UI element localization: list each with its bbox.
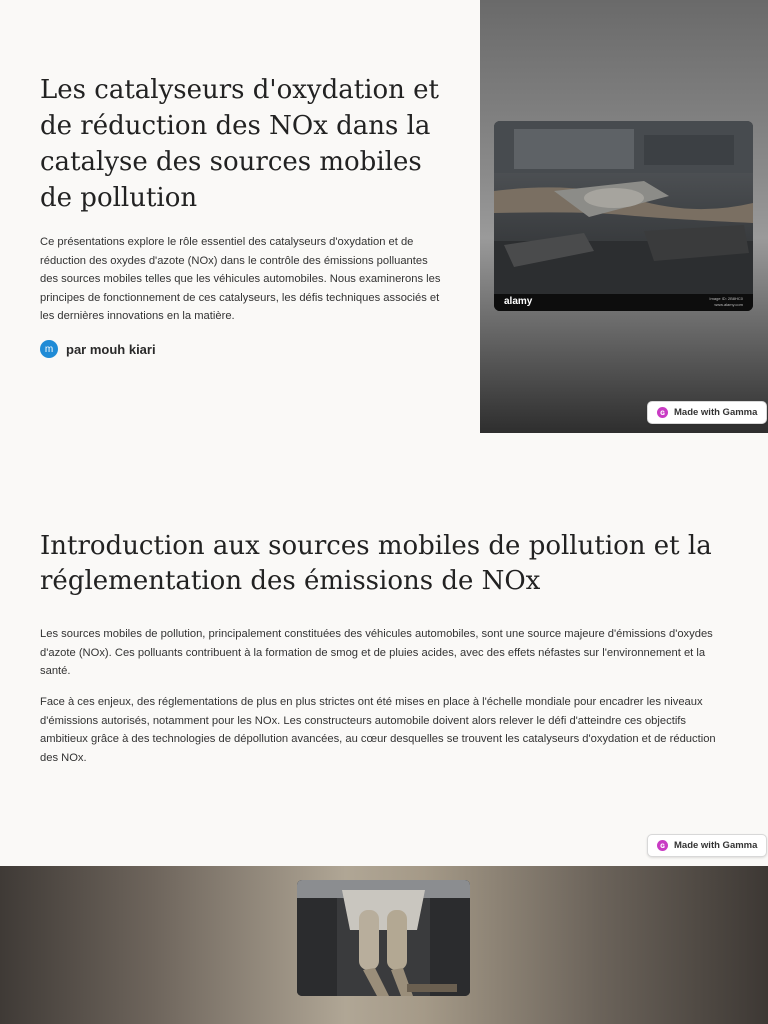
made-with-gamma-badge[interactable] xyxy=(647,834,767,857)
avatar: m xyxy=(40,340,58,358)
intro-paragraph-2: Face à ces enjeux, des réglementations de plus en plus strictes ont été mises en place à l'échelle mondiale pour encadrer les niveaux d'émissions autorisés, notamment pour les NOx. Les constructeurs automobile doivent alors relever le défi d'atteindre ces objectifs ambitieux grâce à des technologies de dépollution avancées, au cœur desquelles se trouvent les catalyseurs d'oxydation et de réduction des NOx. xyxy=(40,696,716,764)
photo-credit-url: www.alamy.com xyxy=(714,302,743,307)
slide-introduction-heading: Introduction aux sources mobiles de pollution et la réglementation des émissions de NOx xyxy=(40,531,712,596)
author-line xyxy=(40,340,156,358)
intro-paragraph-1: Les sources mobiles de pollution, principalement constituées des véhicules automobiles, sont une source majeure d'émissions d'oxydes d'azote (NOx). Ces polluants contribuent à la formation de smog et de pluies acides, avec des effets néfastes sur l'environnement et la santé. xyxy=(40,628,713,678)
slide-title-description: Ce présentations explore le rôle essentiel des catalyseurs d'oxydation et de réduction des oxydes d'azote (NOx) dans le contrôle des émissions polluantes des sources mobiles telles que les véhicules automobiles. Nous examinerons les principes de fonctionnement de ces catalyseurs, les défis techniques associés et les dernières innovations en la matière. xyxy=(40,236,441,323)
gamma-logo-icon: ɢ xyxy=(657,407,668,418)
photo-credit-id: Image ID: 2B8HC0 xyxy=(709,296,743,301)
slide-title-heading: Les catalyseurs d'oxydation et de réduction des NOx dans la catalyse des sources mobiles de pollution xyxy=(40,75,439,213)
slide-title xyxy=(0,0,768,433)
car-underbody-photo xyxy=(494,121,753,311)
author-name: par mouh kiari xyxy=(66,341,156,357)
slide-introduction xyxy=(0,433,768,866)
badge-label: Made with Gamma xyxy=(674,407,758,418)
catalytic-converter-photo xyxy=(297,880,470,996)
gamma-logo-icon: ɢ xyxy=(657,840,668,851)
photo-watermark: alamy xyxy=(504,296,533,307)
made-with-gamma-badge[interactable] xyxy=(647,401,767,424)
car-underbody-illustration xyxy=(494,121,753,311)
catalytic-converter-illustration xyxy=(297,880,470,996)
badge-label: Made with Gamma xyxy=(674,840,758,851)
slide-catalyst-image xyxy=(0,866,768,1024)
